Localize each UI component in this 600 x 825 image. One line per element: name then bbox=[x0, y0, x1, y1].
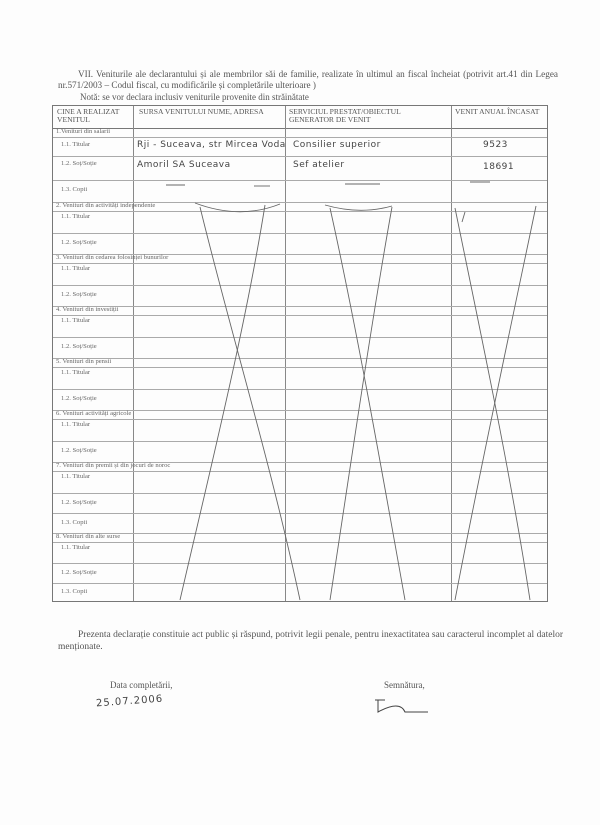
col-header-service: SERVICIUL PRESTAT/OBIECTUL GENERATOR DE VENIT bbox=[289, 107, 401, 124]
stroke-diag-left-1 bbox=[200, 207, 300, 600]
row-label: 1.1. Titular bbox=[61, 213, 91, 220]
date-value: 25.07.2006 bbox=[95, 693, 164, 710]
row-label: 1.1. Titular bbox=[61, 473, 91, 480]
legal-statement bbox=[58, 629, 563, 653]
handwritten-income: 9523 bbox=[483, 140, 508, 150]
row-label: 1.2. Soț/Soție bbox=[61, 499, 97, 506]
row-label: 3. Venituri din cedarea folosinței bunurilor bbox=[56, 254, 169, 261]
row-label: 1.1. Titular bbox=[61, 544, 91, 551]
tick-mark bbox=[462, 212, 465, 222]
signature-label: Semnătura, bbox=[384, 680, 425, 690]
handwritten-service: Consilier superior bbox=[293, 140, 381, 150]
row-label: 1.1. Titular bbox=[61, 141, 91, 148]
row-label: 6. Venituri activități agricole bbox=[56, 410, 132, 417]
handwritten-source: Rji - Suceava, str Mircea Voda bbox=[137, 140, 286, 150]
row-label: 1.1. Titular bbox=[61, 265, 91, 272]
stroke-top-left bbox=[195, 203, 280, 212]
col-header-income: VENIT ANUAL ÎNCASAT bbox=[455, 107, 540, 116]
row-label: 1.2. Soț/Soție bbox=[61, 239, 97, 246]
stroke-diag-mid-2 bbox=[330, 207, 392, 600]
stroke-top-middle bbox=[325, 205, 392, 210]
row-label: 1.3. Copii bbox=[61, 519, 88, 526]
row-label: 7. Venituri din premii și din jocuri de noroc bbox=[56, 462, 171, 469]
row-label: 1.2. Soț/Soție bbox=[61, 160, 97, 167]
row-label: 2. Venituri din activități independente bbox=[56, 202, 156, 209]
row-label: 4. Venituri din investiții bbox=[56, 306, 119, 313]
row-label: 1.1. Titular bbox=[61, 421, 91, 428]
section-heading-text: VII. Veniturile ale declarantului și ale membrilor săi de familie, realizate în ultimul an fiscal încheiat (potrivit art.41 din Legea nr.571/2003 – Codul fiscal, cu modificările și completările ulterioare ) bbox=[58, 69, 558, 90]
col-header-who: CINE A REALIZAT VENITUL bbox=[57, 107, 120, 124]
stroke-diag-mid-1 bbox=[330, 208, 405, 600]
row-label: 1.Venituri din salarii bbox=[56, 128, 111, 135]
section-note: Notă: se vor declara inclusiv veniturile provenite din străinătate bbox=[80, 92, 309, 102]
row-label: 1.2. Soț/Soție bbox=[61, 569, 97, 576]
row-label: 1.2. Soț/Soție bbox=[61, 291, 97, 298]
row-label: 1.1. Titular bbox=[61, 317, 91, 324]
handwritten-income: 18691 bbox=[483, 162, 515, 172]
row-label: 5. Venituri din pensii bbox=[56, 358, 112, 365]
date-label: Data completării, bbox=[110, 680, 173, 690]
row-label: 1.1. Titular bbox=[61, 369, 91, 376]
row-label: 1.2. Soț/Soție bbox=[61, 447, 97, 454]
row-label: 1.2. Soț/Soție bbox=[61, 343, 97, 350]
handwritten-source: Amoril SA Suceava bbox=[137, 160, 231, 170]
row-label: 1.3. Copii bbox=[61, 186, 88, 193]
row-label: 1.3. Copii bbox=[61, 588, 88, 595]
statement-text: Prezenta declarație constituie act public și răspund, potrivit legii penale, pentru inexactitatea sau caracterul incomplet al datelor menționate. bbox=[58, 630, 563, 652]
col-header-source: SURSA VENITULUI NUME, ADRESA bbox=[139, 107, 264, 116]
stroke-diag-left-2 bbox=[180, 205, 265, 600]
row-label: 1.2. Soț/Soție bbox=[61, 395, 97, 402]
handwritten-service: Sef atelier bbox=[293, 160, 345, 170]
signature-scribble bbox=[375, 700, 428, 712]
row-label: 8. Venituri din alte surse bbox=[56, 533, 121, 540]
